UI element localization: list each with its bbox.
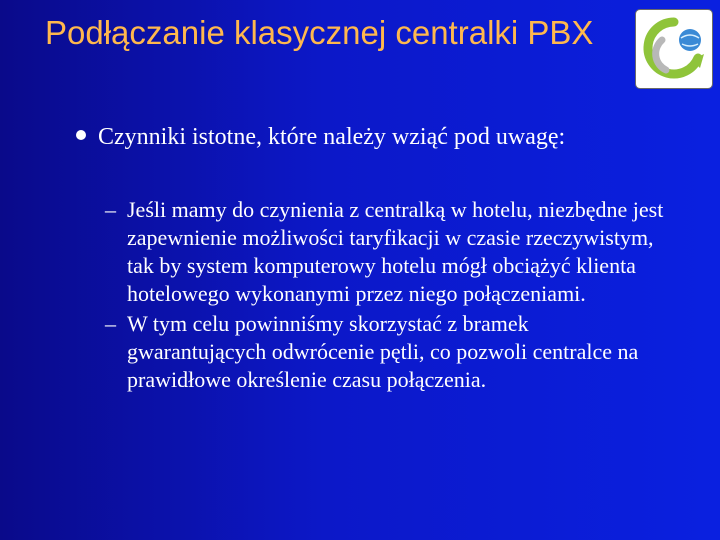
sub-bullet-text: Jeśli mamy do czynienia z centralką w hotelu, niezbędne jest zapewnienie możliwości taryfikacji w czasie rzeczywistym, tak by system komputerowy hotelu mógł obciążyć klienta hotelowego wykonanymi przez niego połączeniami. (127, 197, 664, 306)
dash-icon: – (105, 197, 116, 222)
slide-title: Podłączanie klasycznej centralki PBX (45, 14, 594, 51)
sub-bullet-item (105, 310, 665, 394)
globe-arrows-logo-icon (636, 10, 712, 88)
sub-bullet-item (105, 196, 665, 308)
dash-icon: – (105, 311, 116, 336)
sub-bullet-list (105, 196, 665, 396)
sub-bullet-text: W tym celu powinniśmy skorzystać z bramek gwarantujących odwrócenie pętli, co pozwoli centralce na prawidłowe określenie czasu połączenia. (127, 311, 639, 392)
bullet-text: Czynniki istotne, które należy wziąć pod uwagę: (98, 124, 566, 150)
bullet-dot-icon (76, 130, 86, 140)
